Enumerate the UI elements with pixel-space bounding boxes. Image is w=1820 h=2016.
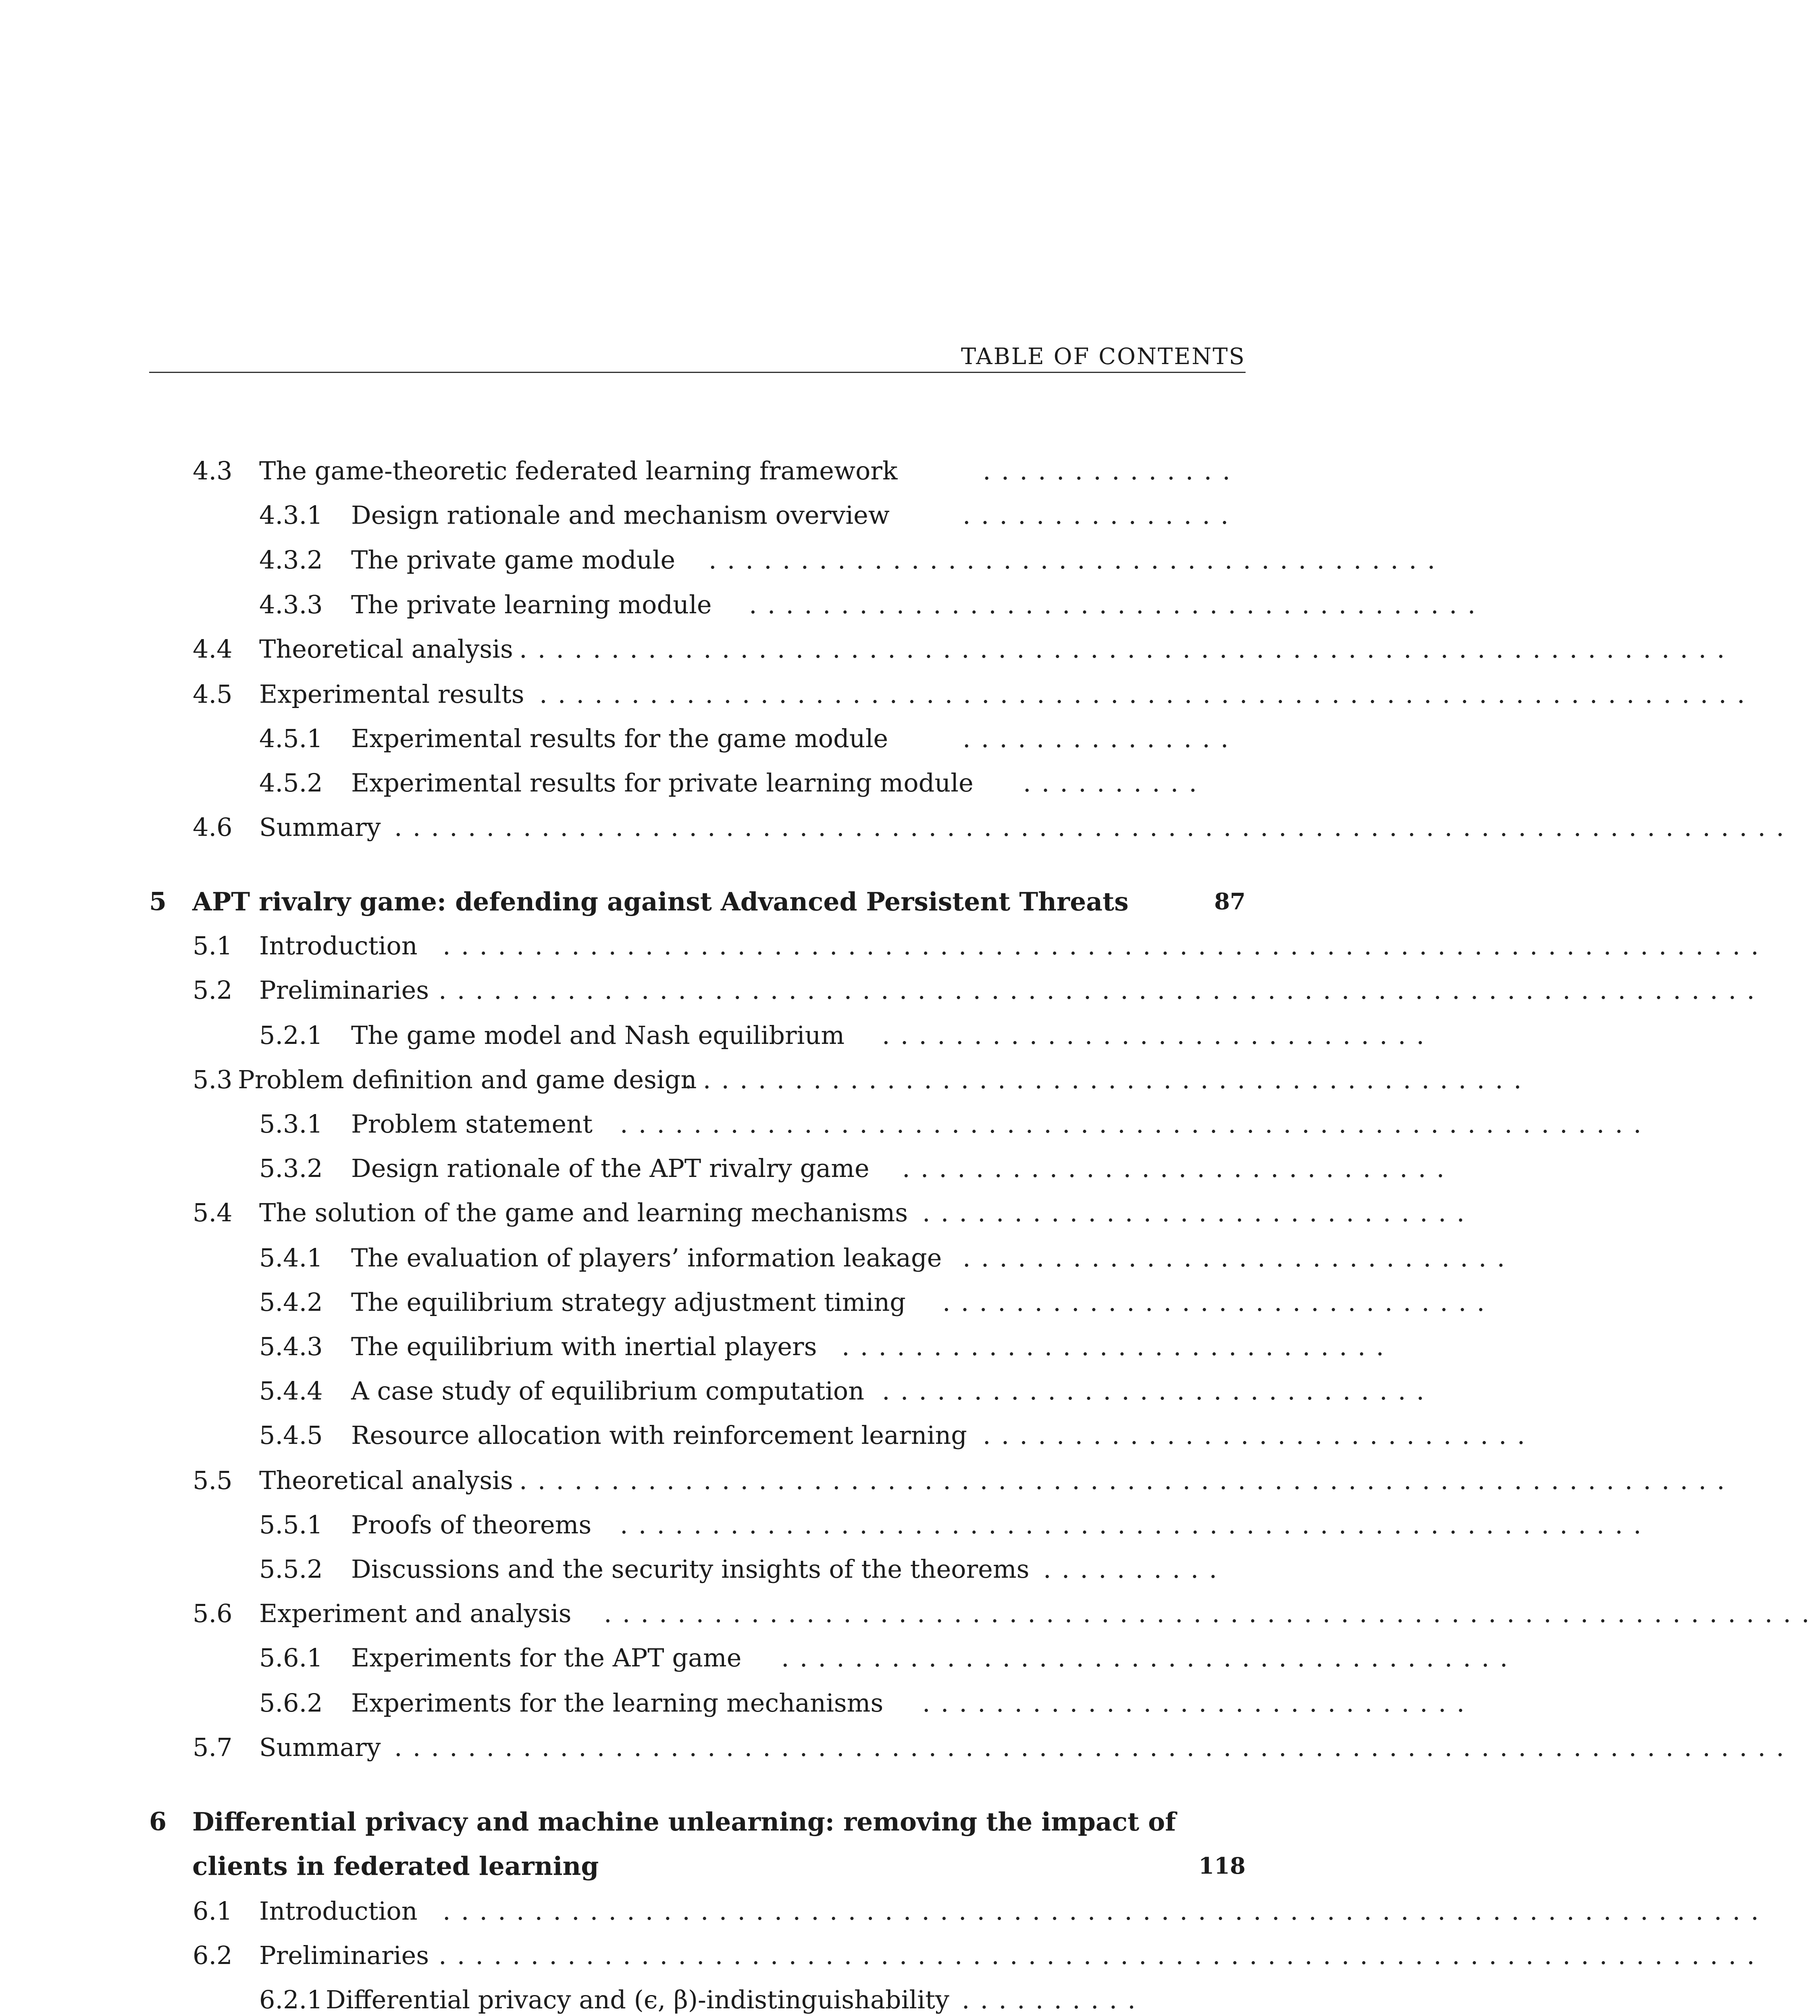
section-number: 4.4 — [193, 634, 233, 664]
section-number: 5.4.5 — [259, 1420, 323, 1450]
section-number: 5.3.2 — [259, 1154, 323, 1183]
dot-leader: ........................................ — [709, 545, 1446, 575]
dot-leader: ........................................................................ — [443, 931, 1769, 960]
toc-chapter-5[interactable] — [149, 885, 1246, 918]
toc-entry-5-4[interactable] — [193, 1197, 1475, 1229]
toc-entry-5-3-1[interactable] — [259, 1108, 1652, 1140]
dot-leader: ........................................................................ — [443, 1896, 1769, 1926]
dot-leader: ........................................................ — [620, 1109, 1652, 1139]
section-number: 4.3 — [193, 456, 233, 485]
dot-leader: .............................. — [963, 1243, 1516, 1272]
toc-entry-5-5-1[interactable] — [259, 1509, 1652, 1541]
toc-entry-6-2[interactable] — [193, 1939, 1765, 1972]
section-label: Summary — [259, 1733, 381, 1762]
toc-entry-5-6-2[interactable] — [259, 1687, 1475, 1719]
dot-leader: .................................................................. — [519, 1466, 1735, 1495]
section-label: Experiments for the learning mechanisms — [351, 1688, 884, 1718]
toc-entry-6-2-1[interactable] — [259, 1984, 1146, 2016]
dot-leader: .............................................. — [684, 1065, 1532, 1094]
toc-entry-5-4-4[interactable] — [259, 1375, 1435, 1407]
dot-leader: ............................................................................ — [394, 812, 1795, 842]
section-number: 5.4 — [193, 1198, 233, 1227]
toc-entry-4-3-1[interactable] — [259, 499, 1239, 531]
section-label: The equilibrium with inertial players — [351, 1332, 817, 1361]
chapter-title-line-2: clients in federated learning — [192, 1851, 599, 1881]
section-label: The private learning module — [351, 590, 712, 619]
section-number: 5.1 — [193, 931, 233, 960]
toc-entry-5-1[interactable] — [193, 930, 1769, 962]
toc-entry-6-1[interactable] — [193, 1895, 1769, 1927]
section-label: The equilibrium strategy adjustment timing — [351, 1287, 906, 1317]
section-label: Differential privacy and (ϵ, β)-indistinguishability — [326, 1985, 950, 2014]
toc-entry-4-3-3[interactable] — [259, 589, 1486, 621]
dot-leader: .......... — [1043, 1554, 1228, 1584]
dot-leader: .................................................................. — [539, 679, 1756, 709]
dot-leader: ........................................................................ — [439, 1941, 1765, 1970]
toc-chapter-6-continued[interactable] — [149, 1850, 1246, 1882]
section-number: 5.6.2 — [259, 1688, 323, 1718]
toc-entry-5-6[interactable] — [193, 1597, 1820, 1630]
section-label: Experimental results — [259, 679, 524, 709]
section-number: 6.1 — [193, 1896, 233, 1926]
section-label: The solution of the game and learning mechanisms — [259, 1198, 908, 1227]
dot-leader: .......... — [961, 1985, 1146, 2014]
toc-entry-5-5-2[interactable] — [259, 1553, 1228, 1585]
section-label: Summary — [259, 812, 381, 842]
toc-entry-5-4-3[interactable] — [259, 1331, 1395, 1363]
dot-leader: ............................................................................ — [394, 1733, 1795, 1762]
section-number: 6.2.1 — [259, 1985, 323, 2014]
section-label: Resource allocation with reinforcement learning — [351, 1420, 967, 1450]
section-label: Preliminaries — [259, 1941, 429, 1970]
section-number: 5.6.1 — [259, 1643, 323, 1672]
toc-chapter-6[interactable] — [149, 1806, 1246, 1838]
toc-entry-5-2[interactable] — [193, 974, 1765, 1006]
dot-leader: .............................. — [902, 1154, 1455, 1183]
section-number: 6.2 — [193, 1941, 233, 1970]
section-label: Experiment and analysis — [259, 1599, 572, 1628]
section-label: Problem statement — [351, 1109, 593, 1139]
toc-entry-5-5[interactable] — [193, 1464, 1735, 1497]
section-label: Introduction — [259, 1896, 418, 1926]
section-label: Discussions and the security insights of the theorems — [351, 1554, 1030, 1584]
section-number: 5.7 — [193, 1733, 233, 1762]
dot-leader: .................................................................. — [604, 1599, 1820, 1628]
section-number: 4.3.2 — [259, 545, 323, 575]
section-label: Design rationale and mechanism overview — [351, 500, 890, 530]
section-number: 5.6 — [193, 1599, 233, 1628]
chapter-title-line-1: Differential privacy and machine unlearning: removing the impact of — [192, 1807, 1176, 1837]
section-label: Introduction — [259, 931, 418, 960]
running-header — [149, 344, 1246, 373]
section-label: Theoretical analysis — [259, 1466, 513, 1495]
section-label: Preliminaries — [259, 975, 429, 1005]
dot-leader: ........................................ — [749, 590, 1486, 619]
section-label: The game model and Nash equilibrium — [351, 1020, 845, 1050]
chapter-page-number: 118 — [1198, 1853, 1246, 1879]
section-label: The game-theoretic federated learning framework — [259, 456, 898, 485]
toc-entry-5-4-1[interactable] — [259, 1242, 1516, 1274]
section-label: Problem definition and game design — [238, 1065, 697, 1094]
dot-leader: .............................. — [922, 1198, 1475, 1227]
section-number: 4.6 — [193, 812, 233, 842]
toc-entry-4-3[interactable] — [193, 455, 1241, 487]
toc-entry-5-2-1[interactable] — [259, 1019, 1435, 1052]
dot-leader: ........................................................ — [620, 1510, 1652, 1539]
dot-leader: .......... — [1023, 768, 1208, 798]
dot-leader: .............................. — [983, 1420, 1536, 1450]
section-label: The evaluation of players’ information leakage — [351, 1243, 942, 1272]
dot-leader: ........................................ — [781, 1643, 1518, 1672]
section-number: 4.5 — [193, 679, 233, 709]
section-label: Theoretical analysis — [259, 634, 513, 664]
chapter-number: 5 — [149, 887, 167, 916]
running-header-title: TABLE OF CONTENTS — [961, 344, 1246, 370]
toc-entry-5-4-2[interactable] — [259, 1286, 1496, 1318]
chapter-title: APT rivalry game: defending against Advanced Persistent Threats — [192, 887, 1129, 916]
section-number: 5.4.3 — [259, 1332, 323, 1361]
dot-leader: .............................. — [942, 1287, 1496, 1317]
dot-leader: ............... — [963, 500, 1239, 530]
section-number: 5.2.1 — [259, 1020, 323, 1050]
dot-leader: .............................. — [882, 1020, 1435, 1050]
toc-entry-5-6-1[interactable] — [259, 1642, 1518, 1674]
dot-leader: ........................................................................ — [439, 975, 1765, 1005]
toc-entry-4-5-1[interactable] — [259, 723, 1239, 755]
section-number: 4.3.3 — [259, 590, 323, 619]
toc-entry-5-3-2[interactable] — [259, 1152, 1455, 1185]
toc-entry-5-3[interactable] — [193, 1064, 1532, 1096]
section-label: Experiments for the APT game — [351, 1643, 742, 1672]
dot-leader: ............... — [963, 724, 1239, 753]
section-label: Proofs of theorems — [351, 1510, 592, 1539]
section-label: The private game module — [351, 545, 676, 575]
section-number: 5.5.1 — [259, 1510, 323, 1539]
dot-leader: .............. — [983, 456, 1241, 485]
section-number: 5.5.2 — [259, 1554, 323, 1584]
chapter-number: 6 — [149, 1807, 167, 1836]
toc-entry-5-4-5[interactable] — [259, 1419, 1536, 1452]
section-label: Experimental results for the game module — [351, 724, 888, 753]
section-number: 4.5.1 — [259, 724, 323, 753]
section-number: 5.4.4 — [259, 1376, 323, 1406]
dot-leader: .................................................................. — [519, 634, 1735, 664]
section-number: 5.5 — [193, 1466, 233, 1495]
dot-leader: .............................. — [882, 1376, 1435, 1406]
section-number: 5.2 — [193, 975, 233, 1005]
dot-leader: .............................. — [922, 1688, 1475, 1718]
section-number: 4.5.2 — [259, 768, 323, 798]
section-number: 5.3.1 — [259, 1109, 323, 1139]
toc-entry-4-5-2[interactable] — [259, 767, 1208, 799]
chapter-page-number: 87 — [1214, 888, 1246, 915]
section-label: Design rationale of the APT rivalry game — [351, 1154, 869, 1183]
toc-entry-5-7[interactable] — [193, 1731, 1795, 1764]
toc-entry-4-3-2[interactable] — [259, 544, 1446, 576]
section-number: 4.3.1 — [259, 500, 323, 530]
section-label: A case study of equilibrium computation — [351, 1376, 865, 1406]
toc-entry-4-5[interactable] — [193, 678, 1756, 710]
section-number: 5.3 — [193, 1065, 233, 1094]
section-label: Experimental results for private learning module — [351, 768, 973, 798]
section-number: 5.4.2 — [259, 1287, 323, 1317]
toc-entry-4-6[interactable] — [193, 811, 1795, 843]
dot-leader: .............................. — [842, 1332, 1395, 1361]
toc-entry-4-4[interactable] — [193, 633, 1735, 665]
section-number: 5.4.1 — [259, 1243, 323, 1272]
